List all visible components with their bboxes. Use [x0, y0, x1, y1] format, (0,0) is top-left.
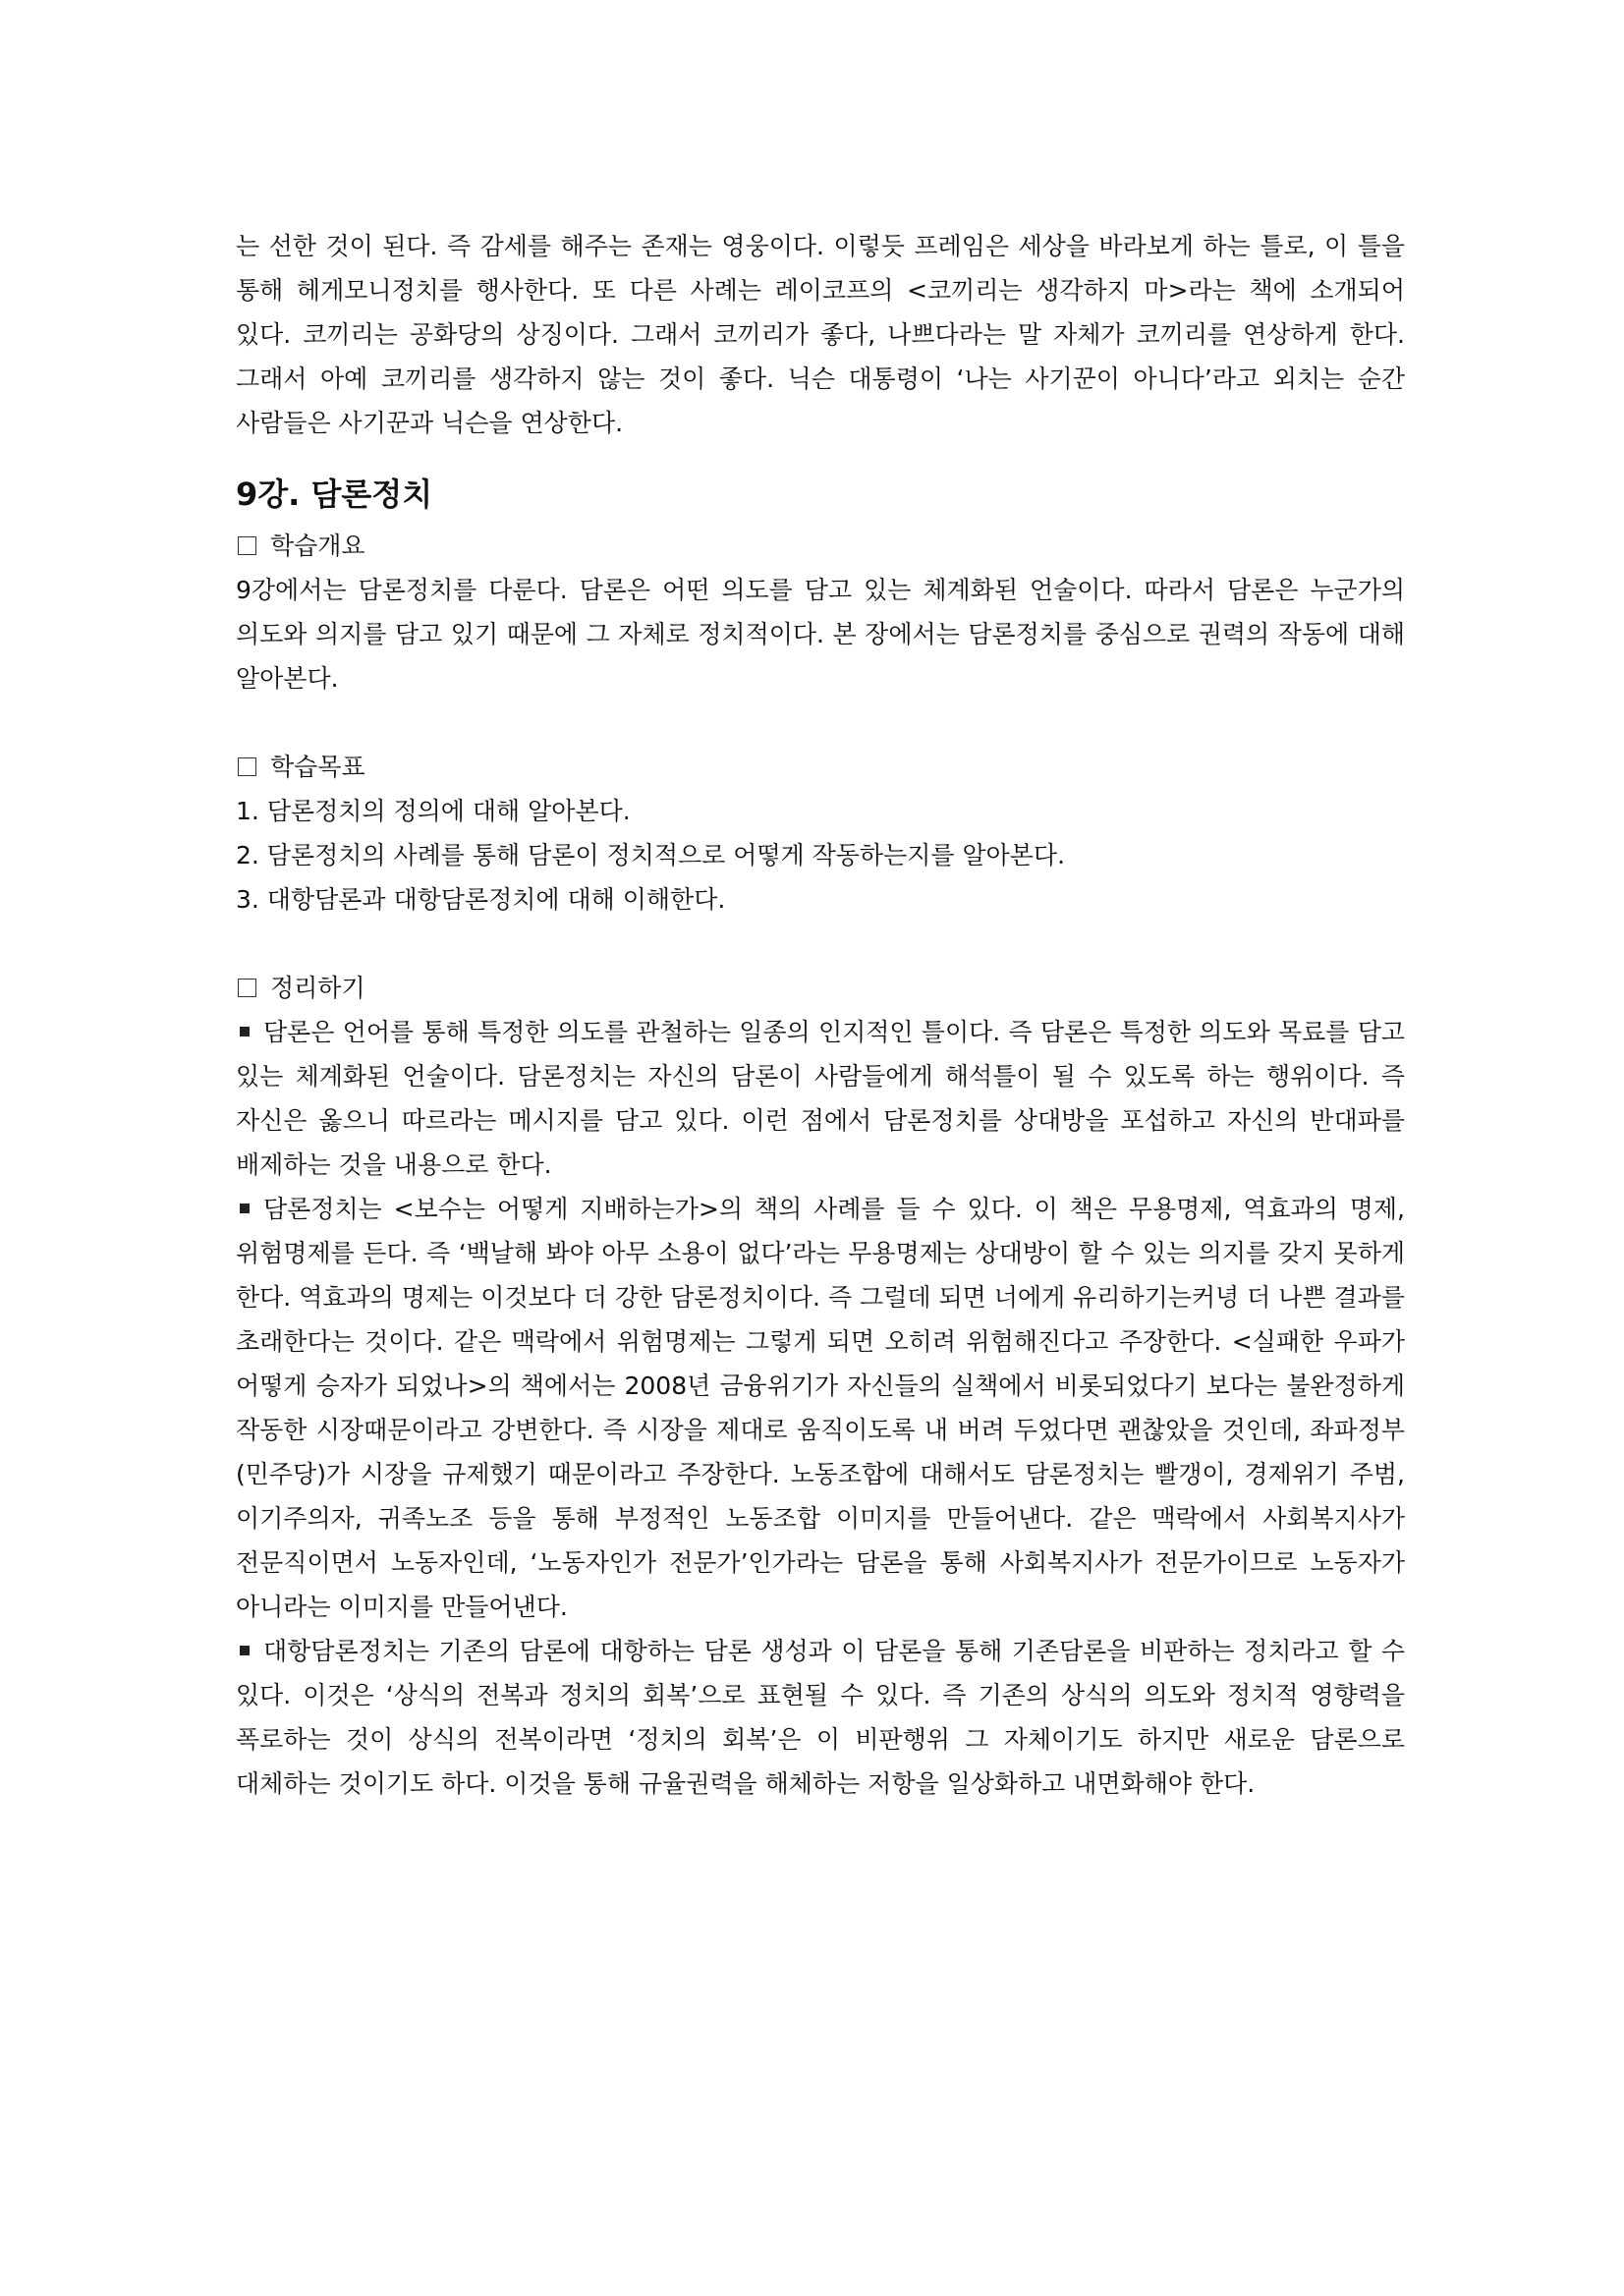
section-spacer [236, 922, 1405, 966]
lecture-title: 9강. 담론정치 [236, 476, 433, 513]
summary-bullet-text: 담론정치는 <보수는 어떻게 지배하는가>의 책의 사례를 들 수 있다. 이 책은 무용명제, 역효과의 명제, 위험명제를 든다. 즉 ‘백날해 봐야 아무 소용이 없다’라는 무용명제는 상대방이 할 수 있는 의지를 갖지 못하게 한다. 역효과의 명제는 이것보다 더 강한 담론정치이다. 즉 그럴데 되면 너에게 유리하기는커녕 더 나쁜 결과를 초래한다는 것이다. 같은 맥락에서 위험명제는 그렇게 되면 오히려 위험해진다고 주장한다. <실패한 우파가 어떻게 승자가 되었나>의 책에서는 2008년 금융위기가 자신들의 실책에서 비롯되었다기 보다는 불완정하게 작동한 시장때문이라고 강변한다. 즉 시장을 제대로 움직이도록 내 버려 두었다면 괜찮았을 것인데, 좌파정부(민주당)가 시장을 규제했기 때문이라고 주장한다. 노동조합에 대해서도 담론정치는 빨갱이, 경제위기 주범, 이기주의자, 귀족노조 등을 통해 부정적인 노동조합 이미지를 만들어낸다. 같은 맥락에서 사회복지사가 전문직이면서 노동자인데, ‘노동자인가 전문가’인가라는 담론을 통해 사회복지사가 전문가이므로 노동자가 아니라는 이미지를 만들어낸다. [236, 1195, 1405, 1621]
objectives-label [236, 745, 1405, 789]
checkbox-square-icon [238, 757, 256, 776]
objective-item: 3. 대항담론과 대항담론정치에 대해 이해한다. [236, 885, 726, 914]
summary-bullet [236, 1187, 1405, 1629]
square-bullet-icon [240, 1027, 250, 1036]
summary-label-text: 정리하기 [270, 974, 365, 1002]
summary-bullet-text: 담론은 언어를 통해 특정한 의도를 관철하는 일종의 인지적인 틀이다. 즉 담론은 특정한 의도와 목료를 담고 있는 체계화된 언술이다. 담론정치는 자신의 담론이 사람들에게 해석틀이 될 수 있도록 하는 행위이다. 즉 자신은 옳으니 따르라는 메시지를 담고 있다. 이런 점에서 담론정치를 상대방을 포섭하고 자신의 반대파를 배제하는 것을 내용으로 한다. [236, 1018, 1405, 1179]
checkbox-square-icon [238, 979, 256, 997]
objective-item: 2. 담론정치의 사례를 통해 담론이 정치적으로 어떻게 작동하는지를 알아본다. [236, 841, 1066, 869]
checkbox-square-icon [238, 536, 256, 555]
overview-label [236, 524, 1405, 568]
summary-bullet [236, 1629, 1405, 1806]
square-bullet-icon [240, 1204, 250, 1213]
intro-paragraph: 는 선한 것이 된다. 즉 감세를 해주는 존재는 영웅이다. 이렇듯 프레임은 세상을 바라보게 하는 틀로, 이 틀을 통해 헤게모니정치를 행사한다. 또 다른 사례는 레이코프의 <코끼리는 생각하지 마>라는 책에 소개되어 있다. 코끼리는 공화당의 상징이다. 그래서 코끼리가 좋다, 나쁘다라는 말 자체가 코끼리를 연상하게 한다. 그래서 아예 코끼리를 생각하지 않는 것이 좋다. 닉슨 대통령이 ‘나는 사기꾼이 아니다’라고 외치는 순간 사람들은 사기꾼과 닉슨을 연상한다. [236, 232, 1405, 437]
overview-paragraph: 9강에서는 담론정치를 다룬다. 담론은 어떤 의도를 담고 있는 체계화된 언술이다. 따라서 담론은 누군가의 의도와 의지를 담고 있기 때문에 그 자체로 정치적이다. 본 장에서는 담론정치를 중심으로 권력의 작동에 대해 알아본다. [236, 576, 1405, 693]
square-bullet-icon [240, 1646, 250, 1655]
summary-bullet-text: 대항담론정치는 기존의 담론에 대항하는 담론 생성과 이 담론을 통해 기존담론을 비판하는 정치라고 할 수 있다. 이것은 ‘상식의 전복과 정치의 회복’으로 표현될 수 있다. 즉 기존의 상식의 의도와 정치적 영향력을 폭로하는 것이 상식의 전복이라면 ‘정치의 회복’은 이 비판행위 그 자체이기도 하지만 새로운 담론으로 대체하는 것이기도 하다. 이것을 통해 규율권력을 해체하는 저항을 일상화하고 내면화해야 한다. [236, 1637, 1405, 1798]
summary-label [236, 966, 1405, 1010]
overview-label-text: 학습개요 [270, 532, 365, 560]
section-spacer [236, 700, 1405, 745]
objective-item: 1. 담론정치의 정의에 대해 알아본다. [236, 797, 631, 825]
objectives-list [236, 789, 1405, 922]
objectives-label-text: 학습목표 [270, 753, 365, 781]
summary-bullet [236, 1010, 1405, 1187]
document-page [236, 224, 1405, 1806]
